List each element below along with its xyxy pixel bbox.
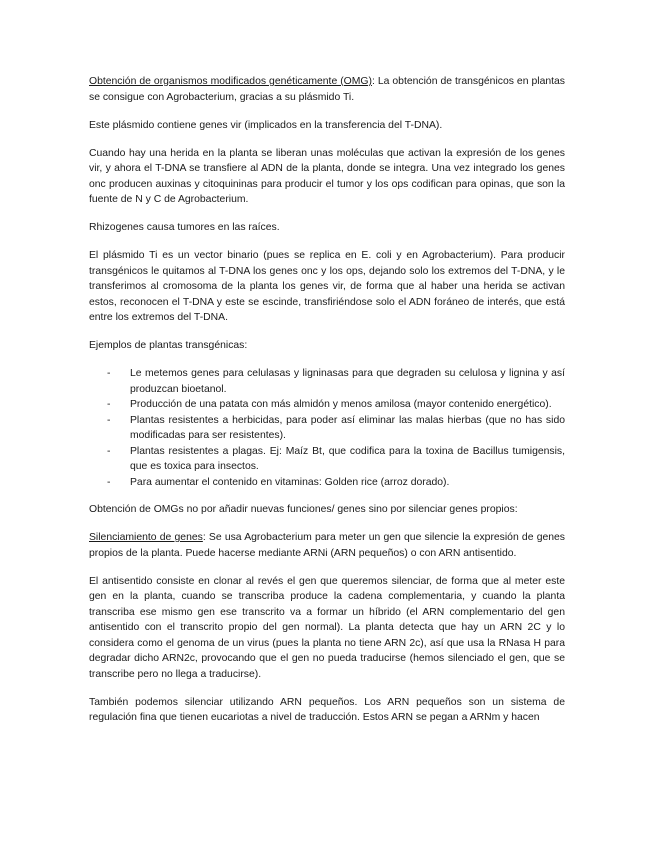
paragraph-text: : La obtención de transgénicos en plantas se consigue con Agrobacterium, gracias a su plásmido Ti. (89, 76, 565, 103)
list-item (89, 397, 565, 413)
bullet-dash: - (107, 368, 111, 379)
section-heading-silencing: Silenciamiento de genes (89, 532, 203, 543)
paragraph-gene-silencing (89, 530, 565, 561)
list-item (89, 444, 565, 475)
paragraph-silencing-intro: Obtención de OMGs no por añadir nuevas funciones/ genes sino por silenciar genes propios: (89, 504, 518, 515)
list-item-text: Producción de una patata con más almidón y menos amilosa (mayor contenido energético). (130, 399, 552, 410)
paragraph-examples-intro: Ejemplos de plantas transgénicas: (89, 340, 248, 351)
list-item-text: Para aumentar el contenido en vitaminas: Golden rice (arroz dorado). (130, 476, 450, 488)
bullet-dash: - (107, 476, 111, 488)
bullet-dash: - (107, 414, 111, 426)
document-page (89, 74, 565, 738)
paragraph-small-rna: También podemos silenciar utilizando ARN pequeños. Los ARN pequeños son un sistema de regulación fina que tienen eucariotas a nivel de traducción. Estos ARN se pegan a ARNm y hacen (89, 696, 565, 723)
list-item-text: Plantas resistentes a herbicidas, para poder así eliminar las malas hierbas (que no has sido modificadas para ser resistentes). (130, 414, 565, 441)
section-heading-omg: Obtención de organismos modificados genéticamente (OMG) (89, 76, 372, 87)
list-item-text: Le metemos genes para celulasas y ligninasas para que degraden su celulosa y lignina y así produzcan bioetanol. (130, 368, 565, 395)
bullet-dash: - (107, 399, 111, 410)
list-item (89, 475, 565, 491)
paragraph-plasmid-vir: Este plásmido contiene genes vir (implicados en la transferencia del T-DNA). (89, 119, 443, 131)
paragraph-text: : Se usa Agrobacterium para meter un gen que silencie la expresión de genes propios de la planta. Puede hacerse mediante ARNi (ARN pequeños) o con ARN antisentido. (89, 532, 566, 559)
list-item-text: Plantas resistentes a plagas. Ej: Maíz Bt, que codifica para la toxina de Bacillus tumigensis, que es toxica para insectos. (130, 445, 565, 472)
list-item (89, 413, 565, 444)
transgenic-examples-list (89, 366, 565, 490)
bullet-dash: - (107, 445, 111, 457)
paragraph-antisense: El antisentido consiste en clonar al revés el gen que queremos silenciar, de forma que al meter este gen en la planta, cuando se transcriba produce la cadena complementaria, y cuando la planta transcriba ese mismo gen ese transcrito va a formar un híbrido (el ARN complementario del gen antisentido con el transcrito propio del gen normal). La planta detecta que hay un ARN 2C y lo considera como el genoma de un virus (pues la planta no tiene ARN 2c), así que usa la RNasa H para degradar dicho ARN2c, provocando que el gen no pueda traducirse (hemos silenciado el gen, que se transcribe pero no llega a traducirse). (89, 575, 565, 680)
paragraph-rhizogenes: Rhizogenes causa tumores en las raíces. (89, 222, 280, 233)
list-item (89, 366, 565, 397)
paragraph-binary-vector: El plásmido Ti es un vector binario (pues se replica en E. coli y en Agrobacterium). Para producir transgénicos le quitamos al T-DNA los genes onc y los ops, dejando solo los extremos del T-DNA, y le transferimos al cromosoma de la planta los genes vir, de forma que al haber una herida se activan estos, reconocen el T-DNA y este se escinde, transfiriéndose solo el ADN foráneo de interés, que está entre los extremos del T-DNA. (89, 250, 565, 323)
paragraph-wound-mechanism: Cuando hay una herida en la planta se liberan unas moléculas que activan la expresión de los genes vir, y ahora el T-DNA se transfiere al ADN de la planta, donde se integra. Una vez integrado los genes onc producen auxinas y citoquininas para producir el tumor y los ops codifican para opinas, que son la fuente de N y C de Agrobacterium. (89, 147, 565, 205)
paragraph-omg-intro (89, 74, 565, 105)
